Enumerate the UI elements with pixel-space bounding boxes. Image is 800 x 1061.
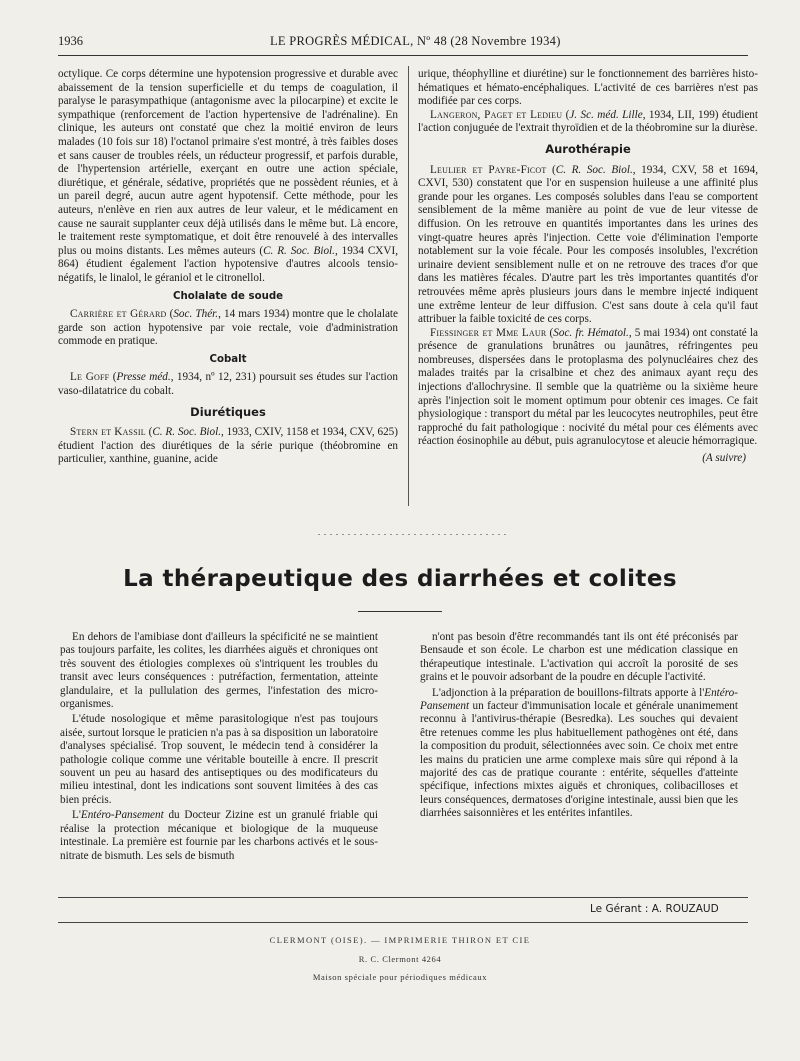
article-paragraph: L'adjonction à la préparation de bouillons-filtrats apporte à l'Entéro-Pansement un facteur d'immunisation locale et générale unanimement reconnu à l'antivirus-thérapie (Besredka). Les souches qui devaient être retenues comme les plus habituellement pathogènes ont été, dans la composition du produit, sélectionnées avec soin. Ce choix met entre les mains du praticien une arme complexe mais sûre qui répond à la majorité des cas de pratique courante : entérite, séquelles d'atteinte spécifique, infections mixtes aiguës et chroniques, colibacilloses et leurs conséquences, dermatoses d'origine intestinale, aussi bien que les diarrhées saisonnières et les entérites infantiles.	[420, 686, 738, 820]
text: octylique. Ce corps détermine une hypotension progressive et durable avec abaissement de la tension superficielle et du temps de coagulation, il paralyse le parasympathique (antagonisme avec la pilocarpine) et excite le sympathique (renforcement de l'action hypertensive de l'adrénaline). En clinique, les auteurs ont constaté que chez la moitié environ de leurs malades (10 fois sur 18) l'octanol primaire s'est montré, à très faibles doses et sans causer de troubles réels, un réducteur progressif, et parfois durable, de l'hypertension artérielle, exerçant en outre une action spéciale, diurétique, et générale, sédative, propriétés que ne possèdent réunies, et à un pareil degré, aucun autre agent hypotensif. Cette méthode, pour les auteurs, n'enlève en rien aux autres de leur valeur, et le médicament en cause ne saurait supplanter ceux déjà utilisés dans le même but. Là encore, le traitement reste symptomatique, et doit être renouvelé à des intervalles plus ou moins distants. Les mêmes auteurs (	[58, 68, 398, 257]
authors: Stern et Kassil	[70, 426, 146, 439]
paragraph-diuretiques: Stern et Kassil (C. R. Soc. Biol., 1933, CXIV, 1158 et 1934, CXV, 625) étudient l'action des diurétiques de la série purique (théobromine en particulier, xanthine, guanine, acide	[58, 426, 398, 466]
paragraph-fiessinger: Fiessinger et Mme Laur (Soc. fr. Hématol., 5 mai 1934) ont constaté la présence de granulations brunâtres ou jaunâtres, réfringentes peu nombreuses, dispersées dans le protoplasma des polynucléaires chez des malades traités par la crisalbine et chez des animaux ayant reçu des injections d'allochrysine. Il semble que la quatrième ou la sixième heure après l'injection soit le moment optimum pour obtenir ces images. Ce fait physiologique : transport du métal par les leucocytes neutrophiles, peut être rapproché du fait pathologique : nocivité du métal pour ces éléments avec réaction éosinophile au début, puis agranulocytose et aleucie hémorragique.	[418, 326, 758, 448]
paragraph-cholalate: Carrière et Gérard (Soc. Thér., 14 mars 1934) montre que le cholalate garde son action hypotensive par voie rectale, voie d'administration commode en pratique.	[58, 308, 399, 348]
gerant-signature: Le Gérant : A. ROUZAUD	[590, 903, 719, 915]
article-paragraph: L'Entéro-Pansement du Docteur Zizine est un granulé friable qui réalise la protection mécanique et biologique de la muqueuse intestinale. La première est fournie par les charbons activés et le sous-nitrate de bismuth. Les sels de bismuth	[60, 809, 378, 862]
authors: Langeron, Paget et Ledieu	[430, 108, 563, 121]
header-rule	[58, 55, 748, 56]
paragraph-barrieres: urique, théophylline et diurétine) sur le fonctionnement des barrières histo-hématiques et hémato-encéphaliques. L'activité de ces barrières n'est pas modifiée par ces corps.	[418, 68, 758, 108]
decorative-ornament	[316, 527, 506, 535]
column-divider	[408, 66, 409, 506]
authors: Le Goff	[70, 371, 110, 384]
left-column	[58, 68, 398, 467]
article-title: La thérapeutique des diarrhées et colites	[123, 566, 677, 592]
paragraph-octanol	[58, 68, 398, 286]
paragraph-cobalt: Le Goff (Presse méd., 1934, nº 12, 231) poursuit ses études sur l'action vaso-dilatatrice du cobalt.	[58, 371, 398, 398]
authors: Carrière et Gérard	[70, 308, 167, 321]
journal-title: LE PROGRÈS MÉDICAL, Nº 48 (28 Novembre 1934)	[270, 34, 561, 48]
product-name: Entéro-Pansement	[80, 809, 164, 822]
article-paragraph: L'étude nosologique et même parasitologique n'est pas toujours aisée, surtout lorsque le praticien n'a pas à sa disposition un laboratoire d'analyses spécialisé. Trop souvent, le médecin tend à considérer la pathologie colique comme une véritable bouteille à encre. Il prescrit souvent un peu au hasard des antiseptiques ou des modificateurs du milieu intestinal, dont les indications sont souvent limitées à des cas bien précis.	[60, 713, 378, 806]
title-rule	[358, 611, 442, 612]
citation: Presse méd.	[116, 371, 171, 384]
heading-diuretiques: Diurétiques	[190, 404, 266, 419]
authors: Fiessinger et Mme Laur	[430, 326, 547, 339]
heading-cobalt: Cobalt	[209, 353, 247, 365]
heading-aurotherapie: Aurothérapie	[545, 141, 631, 156]
article-right-column	[420, 631, 738, 823]
imprint-registration: R. C. Clermont 4264	[358, 954, 442, 964]
continued-note: (A suivre)	[702, 452, 746, 465]
citation: Soc. fr. Hématol.	[553, 326, 629, 339]
authors: Leulier et Payre-Ficot	[430, 163, 547, 176]
ornament-pattern-icon	[316, 534, 506, 535]
footer-rule-bottom	[58, 922, 748, 923]
citation: J. Sc. méd. Lille	[569, 108, 643, 121]
imprint-printer: CLERMONT (OISE). — IMPRIMERIE THIRON ET CIE	[269, 935, 531, 945]
product-name: Entéro-Pansement	[420, 686, 738, 713]
page-number: 1936	[58, 34, 83, 48]
footer-rule-top	[58, 897, 748, 898]
page-header	[58, 34, 748, 50]
right-column	[418, 68, 758, 466]
imprint-specialty: Maison spéciale pour périodiques médicaux	[312, 972, 488, 982]
paragraph-leulier: Leulier et Payre-Ficot (C. R. Soc. Biol., 1934, CXV, 58 et 1694, CXVI, 530) constatent que l'or en suspension huileuse a une affinité plus grande pour les organes. Les composés solubles dans l'eau se comportent sensiblement de la même manière au point de vue de leur vitesse de diffusion. On les retrouve en quantités importantes dans les urines des vingt-quatre heures après l'injection. Cette voie d'élimination l'emporte notablement sur la voie fécale. Pour les composés insolubles, l'excrétion urinaire devient sensiblement nulle et on ne retrouve des traces d'or que dans les matières fécales. D'autre part les très importantes quantités d'or retrouvées même après plusieurs jours dans le membre injecté indiquent une extrême lenteur de leur diffusion. C'est sans doute à cela qu'il faut attribuer la faible toxicité de ces corps.	[418, 163, 758, 326]
citation: Soc. Thér.	[173, 308, 219, 321]
article-left-column	[60, 631, 378, 865]
citation: C. R. Soc. Biol.	[263, 244, 335, 257]
citation: C. R. Soc. Biol.	[152, 426, 222, 439]
article-paragraph: En dehors de l'amibiase dont d'ailleurs la spécificité ne se maintient pas toujours parfaite, les colites, les diarrhées aiguës et chroniques ont très souvent des étiologies complexes où s'intriquent les troubles du transit avec leurs conséquences : putréfaction, fermentation, atteinte glandulaire, et la pullulation des germes, l'infestation des micro-organismes.	[60, 631, 378, 711]
article-paragraph: n'ont pas besoin d'être recommandés tant ils ont été préconisés par Bensaude et son école. Le charbon est une médication classique en thérapeutique intestinale. L'activation qui accroît la porosité de ses grains et le pouvoir adsorbant de la poudre en décuple l'activité.	[420, 631, 738, 684]
citation: C. R. Soc. Biol.	[555, 163, 633, 176]
paragraph-langeron: Langeron, Paget et Ledieu (J. Sc. méd. Lille, 1934, LII, 199) étudient l'action conjuguée de l'extrait thyroïdien et de la théobromine sur la diurèse.	[418, 108, 758, 135]
heading-cholalate: Cholalate de soude	[172, 290, 284, 302]
text: , 1934 CXVI, 864) étudient également l'action hypotensive d'autres alcools tensio-négatifs, le linalol, le géraniol et le citronellol.	[58, 244, 398, 284]
